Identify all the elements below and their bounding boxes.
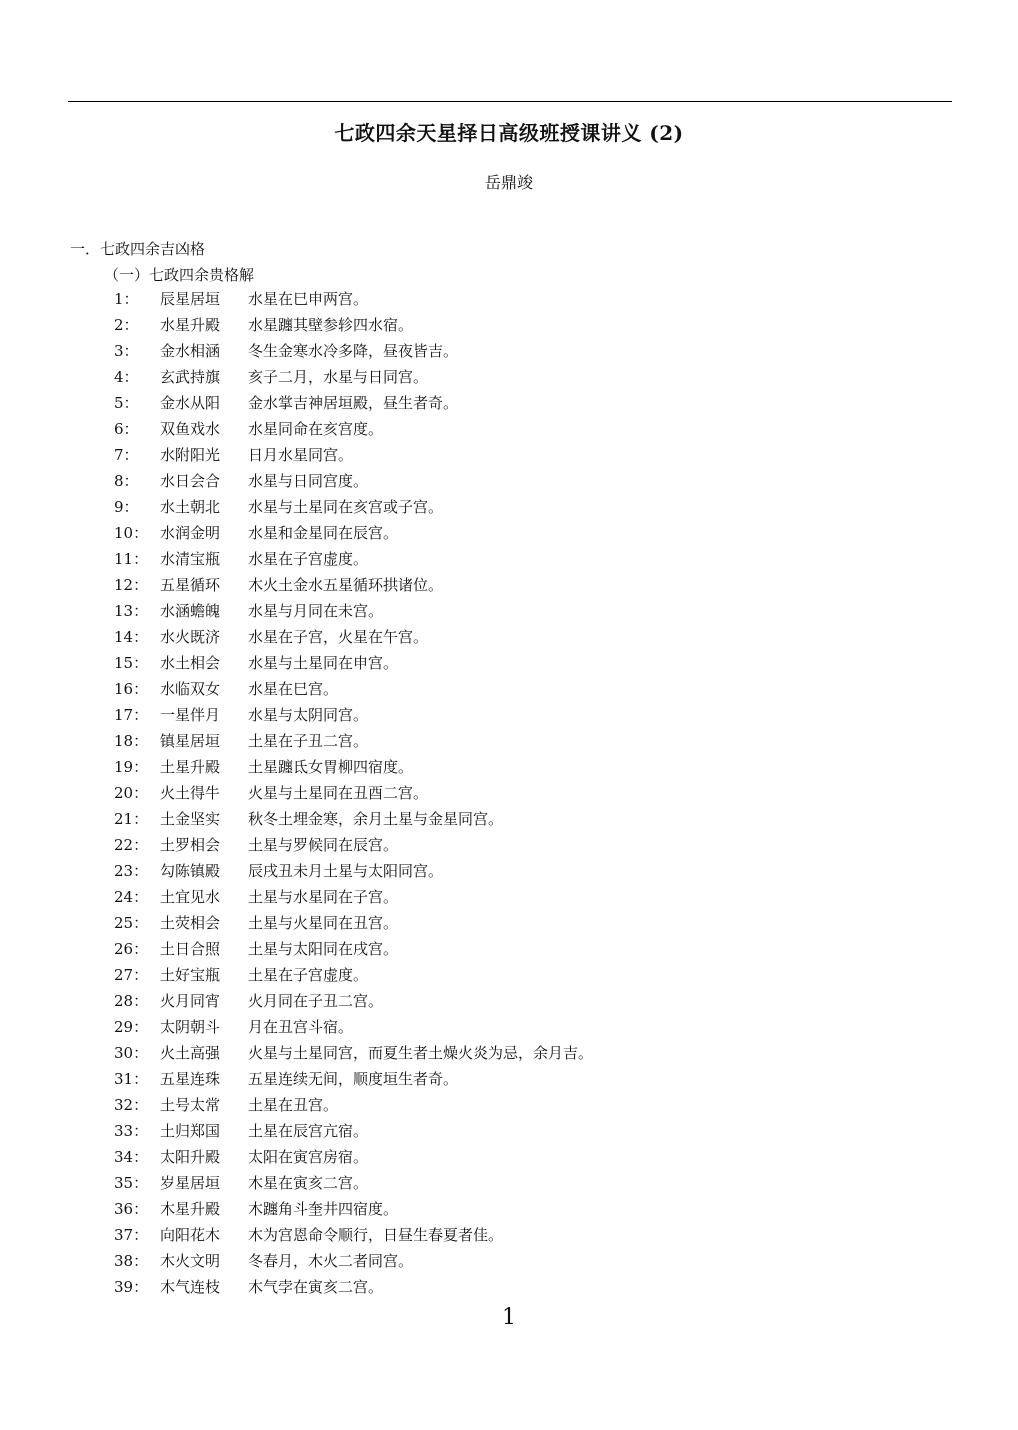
item-desc: 木为宫恩命令顺行，日昼生春夏者佳。 [248,1226,504,1244]
header-rule [68,101,952,102]
item-name: 火月同宵 [160,992,221,1010]
item-desc: 水星与日同宫度。 [248,472,369,490]
item-desc: 土星在丑宫。 [248,1096,339,1114]
list-item [0,468,1018,494]
list-item [0,728,1018,754]
list-item [0,1248,1018,1274]
list-item [0,598,1018,624]
item-num: 2： [114,316,139,334]
item-num: 19： [114,758,149,776]
item-num: 24： [114,888,149,906]
item-name: 勾陈镇殿 [160,862,221,880]
item-desc: 土星在辰宫亢宿。 [248,1122,369,1140]
item-num: 34： [114,1148,149,1166]
item-desc: 土星在子宫虚度。 [248,966,369,984]
list-item [0,884,1018,910]
list-item [0,1014,1018,1040]
item-desc: 水星与土星同在申宫。 [248,654,399,672]
item-desc: 水星与土星同在亥宫或子宫。 [248,498,444,516]
list-item [0,494,1018,520]
item-name: 木火文明 [160,1252,221,1270]
item-desc: 火星与土星同在丑酉二宫。 [248,784,429,802]
item-name: 水星升殿 [160,316,221,334]
doc-author: 岳鼎竣 [484,173,533,192]
item-name: 土归郑国 [160,1122,221,1140]
list-item [0,988,1018,1014]
list-item [0,1196,1018,1222]
item-name: 金水相涵 [160,342,221,360]
item-name: 水涵蟾魄 [160,602,221,620]
item-num: 11： [114,550,149,568]
item-name: 玄武持旗 [160,368,221,386]
item-num: 37： [114,1226,149,1244]
list-item [0,520,1018,546]
item-name: 火土得牛 [160,784,221,802]
list-item [0,1118,1018,1144]
list-item [0,780,1018,806]
item-desc: 太阳在寅宫房宿。 [248,1148,369,1166]
item-num: 38： [114,1252,149,1270]
item-desc: 木躔角斗奎井四宿度。 [248,1200,399,1218]
list-item [0,1066,1018,1092]
item-name: 土罗相会 [160,836,221,854]
item-desc: 水星在子宫，火星在午宫。 [248,628,429,646]
item-desc: 水星和金星同在辰宫。 [248,524,399,542]
item-num: 23： [114,862,149,880]
item-num: 6： [114,420,139,438]
pattern-list [0,286,1018,1300]
list-item [0,1092,1018,1118]
item-name: 水土朝北 [160,498,221,516]
list-item [0,416,1018,442]
item-name: 镇星居垣 [160,732,221,750]
item-desc: 土星与太阳同在戌宫。 [248,940,399,958]
item-name: 水清宝瓶 [160,550,221,568]
list-item [0,1170,1018,1196]
item-name: 土宜见水 [160,888,221,906]
item-desc: 日月水星同宫。 [248,446,354,464]
list-item [0,832,1018,858]
item-desc: 水星躔其壁参轸四水宿。 [248,316,414,334]
item-name: 五星循环 [160,576,221,594]
item-desc: 水星在子宫虚度。 [248,550,369,568]
list-item [0,546,1018,572]
item-num: 1： [114,290,139,308]
item-desc: 水星在巳申两宫。 [248,290,369,308]
item-name: 水日会合 [160,472,221,490]
item-desc: 五星连续无间，顺度垣生者奇。 [248,1070,459,1088]
item-desc: 木星在寅亥二宫。 [248,1174,369,1192]
item-desc: 水星与月同在未宫。 [248,602,384,620]
subsection-heading: （一）七政四余贵格解 [104,266,255,284]
item-num: 20： [114,784,149,802]
item-name: 土号太常 [160,1096,221,1114]
item-name: 火土高强 [160,1044,221,1062]
page-number: 1 [502,1305,516,1330]
item-name: 土日合照 [160,940,221,958]
item-num: 3： [114,342,139,360]
section-heading: 一．七政四余吉凶格 [70,240,206,258]
item-num: 7： [114,446,139,464]
item-desc: 火星与土星同宫，而夏生者土燥火炎为忌，余月吉。 [248,1044,594,1062]
list-item [0,1144,1018,1170]
item-num: 13： [114,602,149,620]
item-num: 35： [114,1174,149,1192]
list-item [0,442,1018,468]
item-num: 21： [114,810,149,828]
list-item [0,624,1018,650]
item-num: 29： [114,1018,149,1036]
item-num: 18： [114,732,149,750]
item-num: 36： [114,1200,149,1218]
item-desc: 辰戌丑未月土星与太阳同宫。 [248,862,444,880]
item-num: 39： [114,1278,149,1296]
item-name: 土金坚实 [160,810,221,828]
item-name: 双鱼戏水 [160,420,221,438]
item-name: 岁星居垣 [160,1174,221,1192]
item-desc: 月在丑宫斗宿。 [248,1018,354,1036]
list-item [0,858,1018,884]
item-name: 太阳升殿 [160,1148,221,1166]
item-desc: 冬春月，木火二者同宫。 [248,1252,414,1270]
list-item [0,338,1018,364]
list-item [0,364,1018,390]
item-num: 15： [114,654,149,672]
list-item [0,1222,1018,1248]
list-item [0,390,1018,416]
item-num: 9： [114,498,139,516]
item-desc: 水星同命在亥宫度。 [248,420,384,438]
item-desc: 土星与火星同在丑宫。 [248,914,399,932]
item-name: 木星升殿 [160,1200,221,1218]
item-desc: 土星与水星同在子宫。 [248,888,399,906]
item-desc: 土星在子丑二宫。 [248,732,369,750]
item-name: 一星伴月 [160,706,221,724]
item-desc: 火月同在子丑二宫。 [248,992,384,1010]
list-item [0,702,1018,728]
list-item [0,312,1018,338]
list-item [0,650,1018,676]
item-num: 10： [114,524,149,542]
item-name: 太阴朝斗 [160,1018,221,1036]
item-name: 辰星居垣 [160,290,221,308]
item-name: 土荧相会 [160,914,221,932]
item-desc: 亥子二月，水星与日同宫。 [248,368,429,386]
item-num: 28： [114,992,149,1010]
item-num: 22： [114,836,149,854]
doc-title: 七政四余天星择日高级班授课讲义 (2) [334,121,684,145]
item-desc: 土星躔氐女胃柳四宿度。 [248,758,414,776]
item-num: 31： [114,1070,149,1088]
item-name: 向阳花木 [160,1226,221,1244]
item-name: 木气连枝 [160,1278,221,1296]
list-item [0,286,1018,312]
item-desc: 水星与太阴同宫。 [248,706,369,724]
item-num: 32： [114,1096,149,1114]
list-item [0,806,1018,832]
item-num: 26： [114,940,149,958]
item-desc: 土星与罗候同在辰宫。 [248,836,399,854]
item-num: 16： [114,680,149,698]
item-num: 12： [114,576,149,594]
item-name: 金水从阳 [160,394,221,412]
list-item [0,1274,1018,1300]
list-item [0,754,1018,780]
list-item [0,962,1018,988]
item-name: 水火既济 [160,628,221,646]
item-num: 4： [114,368,139,386]
item-num: 17： [114,706,149,724]
item-desc: 金水掌吉神居垣殿，昼生者奇。 [248,394,459,412]
item-num: 27： [114,966,149,984]
item-num: 8： [114,472,139,490]
item-desc: 木火土金水五星循环拱诸位。 [248,576,444,594]
item-num: 5： [114,394,139,412]
list-item [0,676,1018,702]
item-num: 30： [114,1044,149,1062]
item-name: 水土相会 [160,654,221,672]
item-desc: 木气孛在寅亥二宫。 [248,1278,384,1296]
item-name: 水附阳光 [160,446,221,464]
list-item [0,910,1018,936]
item-num: 14： [114,628,149,646]
item-desc: 水星在巳宫。 [248,680,339,698]
item-name: 水润金明 [160,524,221,542]
item-name: 五星连珠 [160,1070,221,1088]
item-desc: 冬生金寒水冷多降，昼夜皆吉。 [248,342,459,360]
list-item [0,936,1018,962]
item-name: 土星升殿 [160,758,221,776]
item-name: 土好宝瓶 [160,966,221,984]
item-desc: 秋冬土埋金寒，余月土星与金星同宫。 [248,810,504,828]
item-name: 水临双女 [160,680,221,698]
item-num: 25： [114,914,149,932]
item-num: 33： [114,1122,149,1140]
list-item [0,1040,1018,1066]
list-item [0,572,1018,598]
